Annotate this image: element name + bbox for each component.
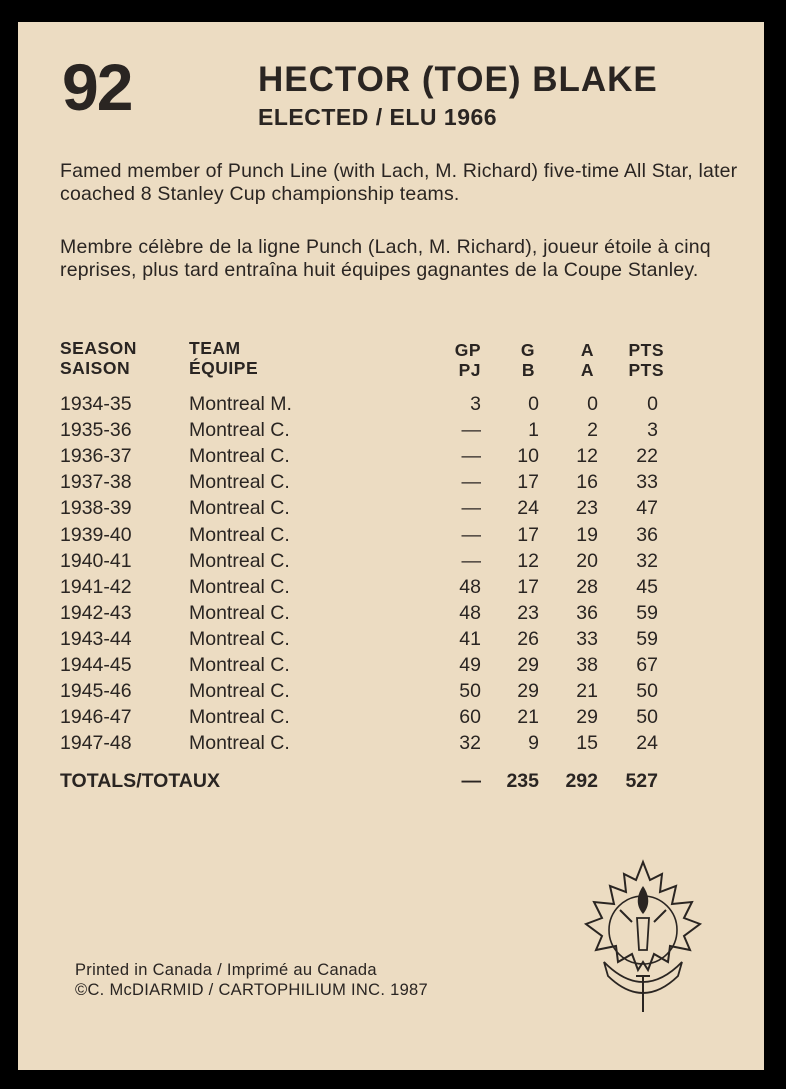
cell-g: 17 [517, 471, 539, 494]
cell-pts: 33 [636, 471, 658, 494]
printed-in-canada: Printed in Canada / Imprimé au Canada [75, 961, 377, 979]
table-row [18, 443, 764, 469]
cell-team: Montreal C. [189, 523, 290, 546]
cell-gp: 48 [459, 601, 481, 624]
cell-team: Montreal C. [189, 601, 290, 624]
cell-a: 15 [576, 732, 598, 755]
cell-team: Montreal C. [189, 471, 290, 494]
header-season: SEASON SAISON [60, 338, 137, 378]
cell-team: Montreal C. [189, 654, 290, 676]
cell-season: 1938-39 [60, 497, 132, 520]
table-row [18, 522, 764, 548]
table-row [18, 678, 764, 704]
cell-a: 2 [587, 419, 598, 442]
cell-pts: 47 [636, 497, 658, 520]
cell-gp: 32 [459, 732, 481, 755]
cell-team: Montreal C. [189, 445, 290, 468]
cell-a: 29 [576, 706, 598, 729]
cell-g: 29 [517, 680, 539, 703]
cell-g: 17 [517, 575, 539, 598]
cell-season: 1939-40 [60, 523, 132, 546]
cell-g: 21 [517, 706, 539, 729]
player-name: HECTOR (TOE) BLAKE [258, 60, 658, 99]
cell-gp: 48 [459, 575, 481, 598]
table-row [18, 495, 764, 521]
cell-season: 1947-48 [60, 732, 132, 755]
totals-a: 292 [565, 770, 598, 792]
totals-row [18, 768, 764, 794]
cell-season: 1945-46 [60, 680, 132, 703]
cell-team: Montreal C. [189, 706, 290, 729]
cell-pts: 59 [636, 627, 658, 650]
cell-g: 0 [528, 393, 539, 415]
cell-a: 38 [576, 654, 598, 676]
table-row [18, 652, 764, 678]
cell-pts: 67 [636, 654, 658, 676]
bio-english: Famed member of Punch Line (with Lach, M. Richard) five-time All Star, later coached 8 Stanley Cup championship teams. [60, 160, 738, 205]
cell-a: 23 [576, 497, 598, 520]
cell-pts: 32 [636, 549, 658, 572]
cell-pts: 59 [636, 601, 658, 624]
cell-a: 33 [576, 627, 598, 650]
cell-a: 19 [576, 523, 598, 546]
cell-season: 1940-41 [60, 549, 132, 572]
cell-season: 1936-37 [60, 445, 132, 468]
cell-gp: — [461, 419, 481, 442]
cell-g: 17 [517, 523, 539, 546]
cell-a: 36 [576, 601, 598, 624]
cell-pts: 0 [647, 393, 658, 415]
cell-season: 1943-44 [60, 627, 132, 650]
cell-g: 1 [528, 419, 539, 442]
table-row [18, 730, 764, 756]
cell-g: 12 [517, 549, 539, 572]
cell-season: 1935-36 [60, 419, 132, 442]
hockey-hall-of-fame-logo-icon [580, 858, 706, 1012]
cell-a: 16 [576, 471, 598, 494]
header-team: TEAM ÉQUIPE [189, 338, 259, 378]
table-row [18, 417, 764, 443]
cell-g: 9 [528, 732, 539, 755]
cell-gp: — [461, 471, 481, 494]
table-row [18, 469, 764, 495]
card-number: 92 [62, 50, 132, 124]
bio-french: Membre célèbre de la ligne Punch (Lach, M. Richard), joueur étoile à cinq reprises, plus tard entraîna huit équipes gagnantes de la Coupe Stanley. [60, 236, 711, 281]
cell-a: 20 [576, 549, 598, 572]
cell-pts: 45 [636, 575, 658, 598]
cell-a: 21 [576, 680, 598, 703]
cell-season: 1934-35 [60, 393, 132, 415]
cell-gp: — [461, 549, 481, 572]
header-pts: PTS PTS [628, 340, 664, 380]
cell-g: 10 [517, 445, 539, 468]
cell-season: 1946-47 [60, 706, 132, 729]
elected-year: ELECTED / ELU 1966 [258, 104, 498, 130]
cell-gp: 60 [459, 706, 481, 729]
totals-gp: — [461, 770, 481, 792]
cell-team: Montreal C. [189, 419, 290, 442]
cell-a: 28 [576, 575, 598, 598]
cell-gp: — [461, 497, 481, 520]
cell-gp: 49 [459, 654, 481, 676]
cell-pts: 36 [636, 523, 658, 546]
cell-pts: 3 [647, 419, 658, 442]
cell-a: 0 [587, 393, 598, 415]
header-gp: GP PJ [454, 340, 481, 380]
cell-pts: 24 [636, 732, 658, 755]
cell-gp: 50 [459, 680, 481, 703]
header-g: G B [520, 340, 535, 380]
cell-team: Montreal C. [189, 497, 290, 520]
cell-pts: 22 [636, 445, 658, 468]
table-row [18, 704, 764, 730]
table-row [18, 574, 764, 600]
table-row [18, 600, 764, 626]
cell-gp: 41 [459, 627, 481, 650]
cell-gp: — [461, 445, 481, 468]
cell-season: 1944-45 [60, 654, 132, 676]
cell-team: Montreal C. [189, 627, 290, 650]
cell-team: Montreal M. [189, 393, 292, 415]
trading-card-back [18, 22, 764, 1070]
cell-team: Montreal C. [189, 732, 290, 755]
table-row [18, 391, 764, 417]
cell-team: Montreal C. [189, 575, 290, 598]
cell-g: 26 [517, 627, 539, 650]
cell-season: 1942-43 [60, 601, 132, 624]
cell-team: Montreal C. [189, 680, 290, 703]
cell-pts: 50 [636, 680, 658, 703]
cell-pts: 50 [636, 706, 658, 729]
totals-pts: 527 [625, 770, 658, 792]
copyright-line: ©C. McDIARMID / CARTOPHILIUM INC. 1987 [75, 981, 429, 999]
cell-g: 29 [517, 654, 539, 676]
totals-g: 235 [506, 770, 539, 792]
cell-team: Montreal C. [189, 549, 290, 572]
cell-a: 12 [576, 445, 598, 468]
cell-g: 24 [517, 497, 539, 520]
cell-season: 1941-42 [60, 575, 132, 598]
table-row [18, 548, 764, 574]
cell-gp: — [461, 523, 481, 546]
header-a: A A [580, 340, 594, 380]
cell-g: 23 [517, 601, 539, 624]
cell-season: 1937-38 [60, 471, 132, 494]
table-row [18, 626, 764, 652]
totals-label: TOTALS/TOTAUX [60, 770, 220, 792]
cell-gp: 3 [470, 393, 481, 415]
